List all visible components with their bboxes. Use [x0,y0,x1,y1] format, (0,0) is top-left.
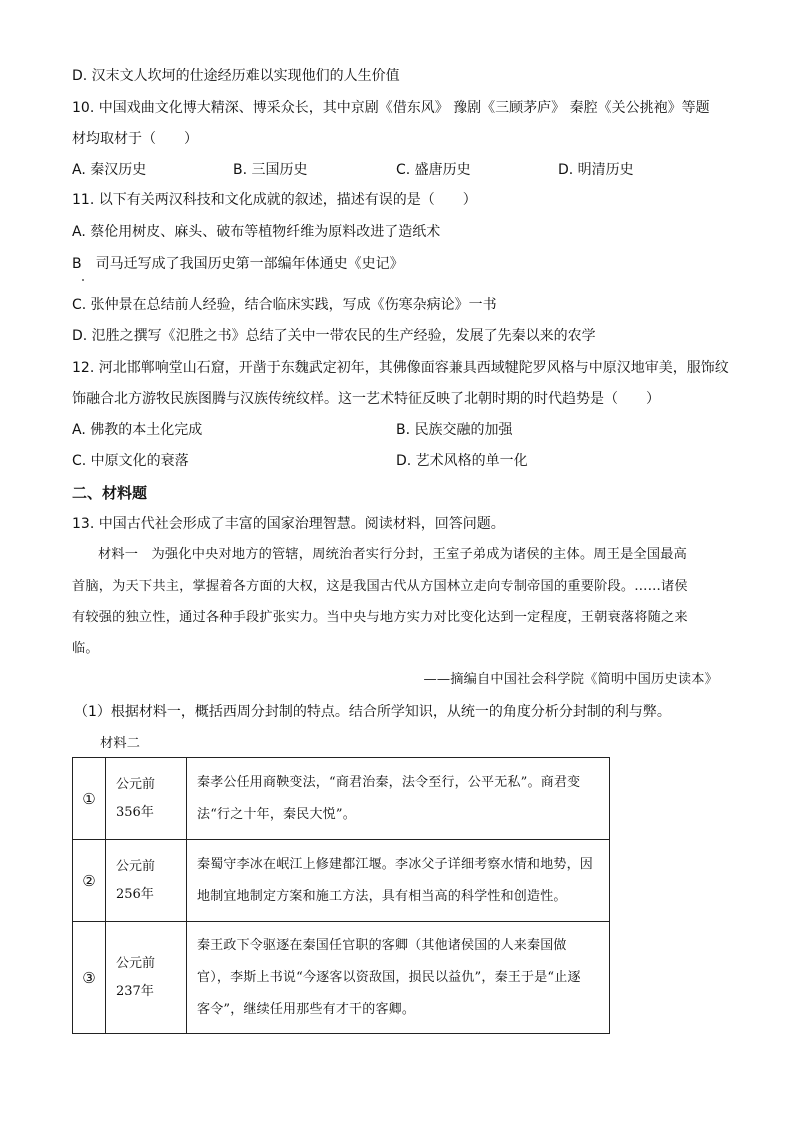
row-year [106,840,187,922]
q13-stem: 13. 中国古代社会形成了丰富的国家治理智慧。阅读材料，回答问题。 [72,516,505,532]
q11-option-c[interactable]: C. 张仲景在总结前人经验，结合临床实践，写成《伤寒杂病论》一书 [72,297,497,313]
q12-stem-line1: 12. 河北邯郸响堂山石窟，开凿于东魏武定初年，其佛像面容兼具西域犍陀罗风格与中原汉地审美，服饰纹 [72,360,729,376]
material1-line4: 临。 [72,641,99,656]
row-description [187,840,610,922]
row-number: ① [73,758,106,840]
q10-stem-line1: 10. 中国戏曲文化博大精深、博采众长，其中京剧《借东风》 豫剧《三顾茅庐》 秦腔《关公挑袍》等题 [72,100,710,116]
description-line: 秦蜀守李冰在岷江上修建都江堰。李冰父子详细考察水情和地势，因 [197,856,594,872]
q12-option-a[interactable]: A. 佛教的本土化完成 [72,422,203,438]
description-line: 法“行之十年，秦民大悦”。 [197,806,356,822]
row-year [106,758,187,840]
material1-line2: 首脑，为天下共主，掌握着各方面的大权，这是我国古代从方国林立走向专制帝国的重要阶段。……诸侯 [72,579,688,594]
row-era: 公元前 [116,776,156,792]
section-title: 二、材料题 [72,484,148,502]
row-description [187,922,610,1034]
row-era: 公元前 [116,858,156,874]
q10-stem-line2: 材均取材于（ ） [72,131,198,147]
q13-subquestion-1: （1）根据材料一，概括西周分封制的特点。结合所学知识，从统一的角度分析分封制的利与弊。 [74,704,671,720]
description-line: 秦孝公任用商鞅变法，“商君治秦，法令至行，公平无私”。商君变 [197,774,581,790]
row-era: 公元前 [116,955,156,971]
table-row [73,840,610,922]
row-year-value: 256年 [116,886,154,902]
material1-line1: 材料一 为强化中央对地方的管辖，周统治者实行分封，王室子弟成为诸侯的主体。周王是全国最高 [98,547,688,562]
material1-source: ——摘编自中国社会科学院《简明中国历史读本》 [423,672,718,687]
q12-option-d[interactable]: D. 艺术风格的单一化 [396,453,528,469]
q10-option-a[interactable]: A. 秦汉历史 [72,162,147,178]
material2-label: 材料二 [100,736,141,751]
q12-stem-line2: 饰融合北方游牧民族图腾与汉族传统纹样。这一艺术特征反映了北朝时期的时代趋势是（ ） [72,391,660,407]
description-line: 地制宜地制定方案和施工方法，具有相当高的科学性和创造性。 [197,888,567,904]
q10-option-c[interactable]: C. 盛唐历史 [396,162,471,178]
row-description [187,758,610,840]
stray-mark [82,279,84,281]
q11-option-d[interactable]: D. 氾胜之撰写《氾胜之书》总结了关中一带农民的生产经验，发展了先秦以来的农学 [72,328,596,344]
description-line: 官），李斯上书说“今逐客以资敌国，损民以益仇”，秦王于是“止逐 [197,969,581,985]
q11-option-a[interactable]: A. 蔡伦用树皮、麻头、破布等植物纤维为原料改进了造纸术 [72,224,441,240]
q11-option-b[interactable]: B 司马迁写成了我国历史第一部编年体通史《史记》 [72,256,404,272]
q12-option-b[interactable]: B. 民族交融的加强 [396,422,513,438]
row-year [106,922,187,1034]
q10-option-b[interactable]: B. 三国历史 [233,162,308,178]
q9-option-d: D. 汉末文人坎坷的仕途经历难以实现他们的人生价值 [72,68,400,84]
q12-option-c[interactable]: C. 中原文化的衰落 [72,453,189,469]
description-line: 客令”，继续任用那些有才干的客卿。 [197,1001,416,1017]
row-year-value: 237年 [116,983,154,999]
description-line: 秦王政下令驱逐在秦国任官职的客卿（其他诸侯国的人来秦国做 [197,937,567,953]
table-row [73,922,610,1034]
q11-stem: 11. 以下有关两汉科技和文化成就的叙述，描述有误的是（ ） [72,192,477,208]
row-number: ② [73,840,106,922]
q10-option-d[interactable]: D. 明清历史 [558,162,634,178]
row-number: ③ [73,922,106,1034]
table-row [73,758,610,840]
row-year-value: 356年 [116,804,154,820]
material1-line3: 有较强的独立性，通过各种手段扩张实力。当中央与地方实力对比变化达到一定程度，王朝衰落将随之来 [72,610,688,625]
material2-table [72,757,610,1034]
